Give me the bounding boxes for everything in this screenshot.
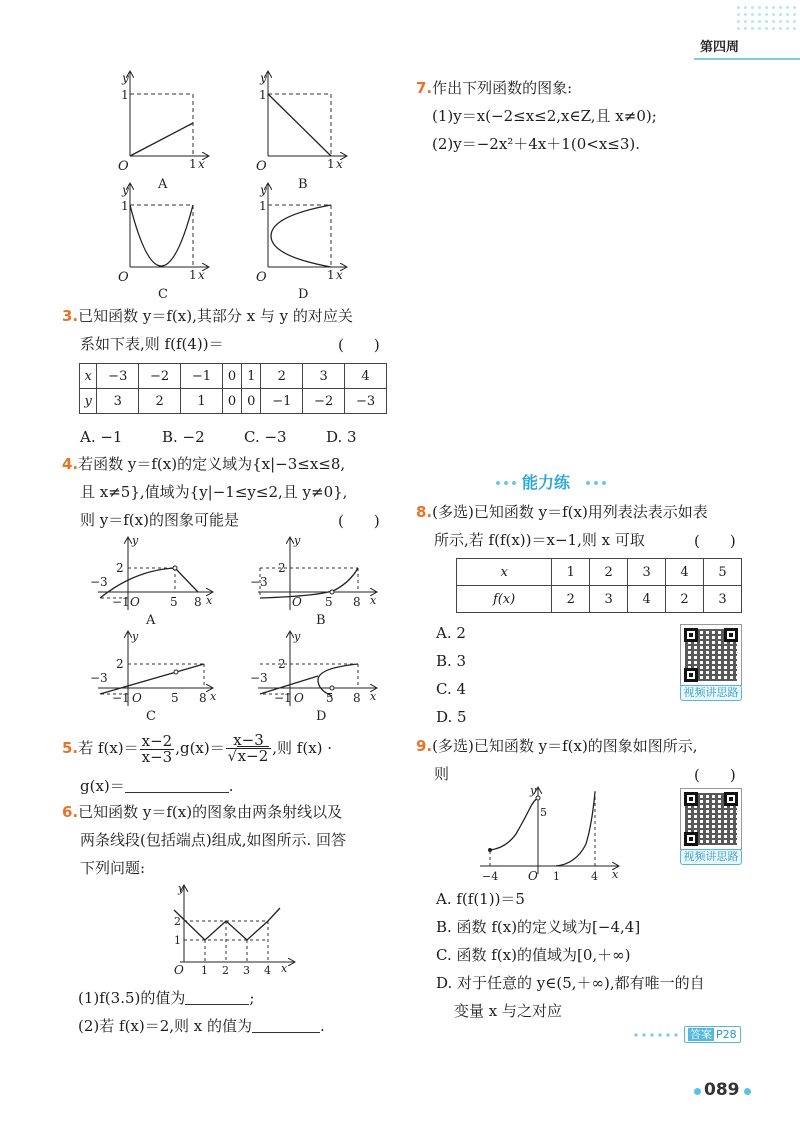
week-label: 第四周 xyxy=(700,40,740,55)
page-dot-left xyxy=(694,1088,701,1095)
q8-number: 8. xyxy=(416,503,433,521)
q6-tick-x3: 3 xyxy=(243,964,250,977)
q9-video-link[interactable]: 视频讲思路 xyxy=(680,849,742,865)
q9-tick-5: 5 xyxy=(540,806,547,819)
q3-option-a: A. −1 xyxy=(80,428,123,446)
q4-d-tick-5: 5 xyxy=(326,691,334,705)
q8-line-1: 8.(多选)已知函数 y＝f(x)用列表法表示如表 xyxy=(416,503,708,521)
q4-graph-a xyxy=(90,534,213,628)
q2-d-origin: O xyxy=(256,270,267,285)
q2-d-y-label: y xyxy=(260,183,267,197)
q8-option-b: B. 3 xyxy=(436,652,467,670)
q4-line-2: 且 x≠5},值域为{y|−1≤y≤2,且 y≠0}, xyxy=(80,483,348,501)
q4-c-tick-neg1: −1 xyxy=(112,691,130,705)
q9-line-2: 则 xyxy=(434,765,450,783)
q9-right-curve xyxy=(556,792,595,866)
q4-line-3: 则 y＝f(x)的图象可能是 xyxy=(80,511,239,529)
q7-number: 7. xyxy=(416,79,433,97)
q2-d-label: D xyxy=(298,287,309,302)
q9-option-b: B. 函数 f(x)的定义域为[−4,4] xyxy=(436,918,641,936)
q4-a-tick-5: 5 xyxy=(170,595,178,609)
q4-b-x-label: x xyxy=(370,594,377,607)
q4-d-tick-2: 2 xyxy=(278,657,286,671)
q6-line-2: 两条线段(包括端点)组成,如图所示. 回答 xyxy=(80,831,347,849)
q2-graph-group xyxy=(90,62,380,302)
q6-sub-1: (1)f(3.5)的值为 ; xyxy=(78,989,255,1007)
q7-sub-2: (2)y＝−2x²＋4x＋1(0<x≤3). xyxy=(432,135,641,153)
q2-c-curve xyxy=(130,205,193,266)
q4-a-tick-neg3: −3 xyxy=(90,575,108,589)
q4-graph-c xyxy=(90,630,217,724)
q9-y-label: y xyxy=(530,784,537,797)
q4-c-origin: O xyxy=(132,691,142,705)
q5-line-1: 5.若 f(x)＝ $\frac{x-2}{x-3}$ ,g(x)＝ $\frac{x-3}{√x-2}$ ,则 f(x) · xyxy=(62,731,333,766)
q8-option-c: C. 4 xyxy=(436,680,467,698)
q2-b-y-label: y xyxy=(260,71,267,85)
q3-table-row-y: y 3 2 1 0 0 −1 −2 −3 xyxy=(80,389,387,414)
q4-d-tick-neg3: −3 xyxy=(250,671,268,685)
q5-fraction-f: $\frac{x-2}{x-3}$ xyxy=(141,731,173,766)
q8-video-link[interactable]: 视频讲思路 xyxy=(680,685,742,701)
q4-number: 4. xyxy=(62,455,79,473)
q2-graph-c xyxy=(118,183,208,302)
header-dot-pattern xyxy=(735,4,797,34)
q2-d-tick-x1: 1 xyxy=(327,268,335,282)
q8-line-2: 所示,若 f(f(x))＝x−1,则 x 可取 xyxy=(434,531,645,549)
q9-tick-1: 1 xyxy=(553,870,560,883)
q6-x-label: x xyxy=(281,962,288,975)
q2-a-label: A xyxy=(158,177,168,192)
q3-line-2: 系如下表,则 f(f(4))＝ xyxy=(80,335,224,353)
q4-graph-b xyxy=(250,534,377,628)
q3-option-d: D. 3 xyxy=(326,428,357,446)
q7-line-1: 7.作出下列函数的图象: xyxy=(416,79,573,97)
q2-c-label: C xyxy=(158,287,168,302)
q3-answer-paren: ( ) xyxy=(338,336,380,354)
q2-b-line xyxy=(268,94,331,156)
q4-c-tick-2: 2 xyxy=(116,657,124,671)
q9-x-label: x xyxy=(612,868,619,881)
q2-a-y-label: y xyxy=(122,71,129,85)
q4-d-tick-8: 8 xyxy=(353,691,361,705)
q7-sub-1: (1)y＝x(−2≤x≤2,x∈Z,且 x≠0); xyxy=(432,107,657,125)
q4-c-y-label: y xyxy=(132,630,139,643)
answer-dots xyxy=(632,1033,682,1037)
q6-piecewise-line xyxy=(174,908,280,940)
q2-b-origin: O xyxy=(256,159,267,174)
q3-table-row-x: x −3 −2 −1 0 1 2 3 4 xyxy=(80,364,387,389)
q8-table-row-fx: f(x) 2 3 4 2 3 xyxy=(457,586,742,613)
q6-graph xyxy=(168,880,298,980)
q9-qr-code[interactable] xyxy=(680,788,742,850)
q2-c-origin: O xyxy=(118,270,129,285)
q5-line-2: g(x)＝ . xyxy=(80,777,234,795)
q4-graph-group xyxy=(80,530,390,730)
q2-graph-d xyxy=(256,183,346,302)
page-dot-right xyxy=(744,1088,751,1095)
q2-a-tick-1: 1 xyxy=(121,88,129,102)
q4-b-tick-8: 8 xyxy=(353,595,361,609)
q8-table-row-x: x 1 2 3 4 5 xyxy=(457,559,742,586)
q9-line-1: 9.(多选)已知函数 y＝f(x)的图象如图所示, xyxy=(416,737,698,755)
q9-tick-4: 4 xyxy=(591,870,598,883)
q4-c-label: C xyxy=(146,709,156,724)
q2-graph-a xyxy=(118,71,208,192)
q4-graph-d xyxy=(250,630,377,724)
q6-tick-2: 2 xyxy=(174,915,181,928)
q2-b-tick-x1: 1 xyxy=(327,157,335,171)
q2-a-origin: O xyxy=(118,159,129,174)
q4-answer-paren: ( ) xyxy=(338,512,380,530)
q4-b-tick-5: 5 xyxy=(325,595,333,609)
q9-option-d-continued: 变量 x 与之对应 xyxy=(454,1002,562,1020)
q4-d-label: D xyxy=(316,709,327,724)
q4-c-tick-8: 8 xyxy=(199,691,207,705)
q4-a-x-label: x xyxy=(206,594,213,607)
q8-qr-code[interactable] xyxy=(680,624,742,686)
q6-tick-x2: 2 xyxy=(222,964,229,977)
ability-dots-left xyxy=(494,480,518,486)
q6-line-3: 下列问题: xyxy=(80,859,146,877)
q4-d-tick-neg1: −1 xyxy=(274,691,292,705)
q4-b-tick-neg3: −3 xyxy=(250,575,268,589)
q9-tick-neg4: −4 xyxy=(482,870,499,883)
q5-number: 5. xyxy=(62,739,79,757)
q2-c-y-label: y xyxy=(122,183,129,197)
q2-c-x-label: x xyxy=(198,268,205,282)
ability-section-title: 能力练 xyxy=(522,473,571,492)
q4-a-tick-8: 8 xyxy=(194,595,202,609)
q9-option-c: C. 函数 f(x)的值域为[0,＋∞) xyxy=(436,946,631,964)
q4-line-1: 4.若函数 y＝f(x)的定义域为{x|−3≤x≤8, xyxy=(62,455,346,473)
q2-b-x-label: x xyxy=(336,157,343,171)
q9-answer-paren: ( ) xyxy=(694,766,736,784)
page-number: 089 xyxy=(704,1080,740,1100)
q2-d-tick-1: 1 xyxy=(259,199,267,213)
q3-line-1: 3.已知函数 y＝f(x),其部分 x 与 y 的对应关 xyxy=(62,307,353,325)
q5-fraction-g: $\frac{x-3}{√x-2}$ xyxy=(226,733,272,765)
q3-option-b: B. −2 xyxy=(162,428,205,446)
q6-sub-2: (2)若 f(x)＝2,则 x 的值为 . xyxy=(78,1017,325,1035)
answer-reference[interactable]: 答案 P28 xyxy=(684,1026,741,1043)
ability-dots-right xyxy=(584,480,608,486)
q2-d-curve xyxy=(271,205,331,267)
q8-option-d: D. 5 xyxy=(436,708,467,726)
q5-answer-blank[interactable] xyxy=(125,777,229,793)
q2-c-tick-x1: 1 xyxy=(189,268,197,282)
q2-graph-b xyxy=(256,71,346,192)
q9-graph xyxy=(476,784,626,884)
q6-sub-2-blank[interactable] xyxy=(252,1017,320,1033)
q6-tick-x4: 4 xyxy=(264,964,271,977)
q4-b-label: B xyxy=(316,613,326,628)
q4-c-tick-neg3: −3 xyxy=(90,671,108,685)
q3-value-table xyxy=(79,363,387,414)
q6-line-1: 6.已知函数 y＝f(x)的图象由两条射线以及 xyxy=(62,803,343,821)
q9-option-d: D. 对于任意的 y∈(5,＋∞),都有唯一的自 xyxy=(436,974,705,992)
q4-b-origin: O xyxy=(292,595,302,609)
q6-sub-1-blank[interactable] xyxy=(185,989,249,1005)
q2-c-tick-1: 1 xyxy=(121,199,129,213)
q2-b-label: B xyxy=(298,177,308,192)
q6-y-label: y xyxy=(178,882,185,895)
q2-b-tick-1: 1 xyxy=(259,88,267,102)
q4-a-label: A xyxy=(146,613,156,628)
q8-value-table xyxy=(456,558,742,613)
q9-option-a: A. f(f(1))＝5 xyxy=(436,890,525,908)
q9-number: 9. xyxy=(416,737,433,755)
q6-number: 6. xyxy=(62,803,79,821)
q9-left-curve xyxy=(490,798,538,850)
q6-tick-1: 1 xyxy=(174,934,181,947)
header-rule xyxy=(694,58,800,60)
q4-a-tick-neg1: −1 xyxy=(112,595,130,609)
q4-d-x-label: x xyxy=(370,690,377,703)
q8-option-a: A. 2 xyxy=(436,624,466,642)
q2-a-tick-x1: 1 xyxy=(189,157,197,171)
q4-b-y-label: y xyxy=(294,534,301,547)
q6-origin: O xyxy=(174,963,184,977)
q3-number: 3. xyxy=(62,307,79,325)
q4-c-x-label: x xyxy=(210,690,217,703)
q4-a-origin: O xyxy=(130,595,140,609)
q4-c-tick-5: 5 xyxy=(171,691,179,705)
q3-option-c: C. −3 xyxy=(244,428,287,446)
q4-d-y-label: y xyxy=(294,630,301,643)
q8-answer-paren: ( ) xyxy=(694,532,736,550)
q2-d-x-label: x xyxy=(336,268,343,282)
q4-b-tick-2: 2 xyxy=(278,561,286,575)
q6-tick-x1: 1 xyxy=(201,964,208,977)
q4-a-tick-2: 2 xyxy=(116,561,124,575)
q9-origin: O xyxy=(528,869,538,883)
q2-a-line xyxy=(130,123,193,156)
q2-a-x-label: x xyxy=(198,157,205,171)
q4-d-origin: O xyxy=(294,691,304,705)
q4-a-y-label: y xyxy=(132,534,139,547)
